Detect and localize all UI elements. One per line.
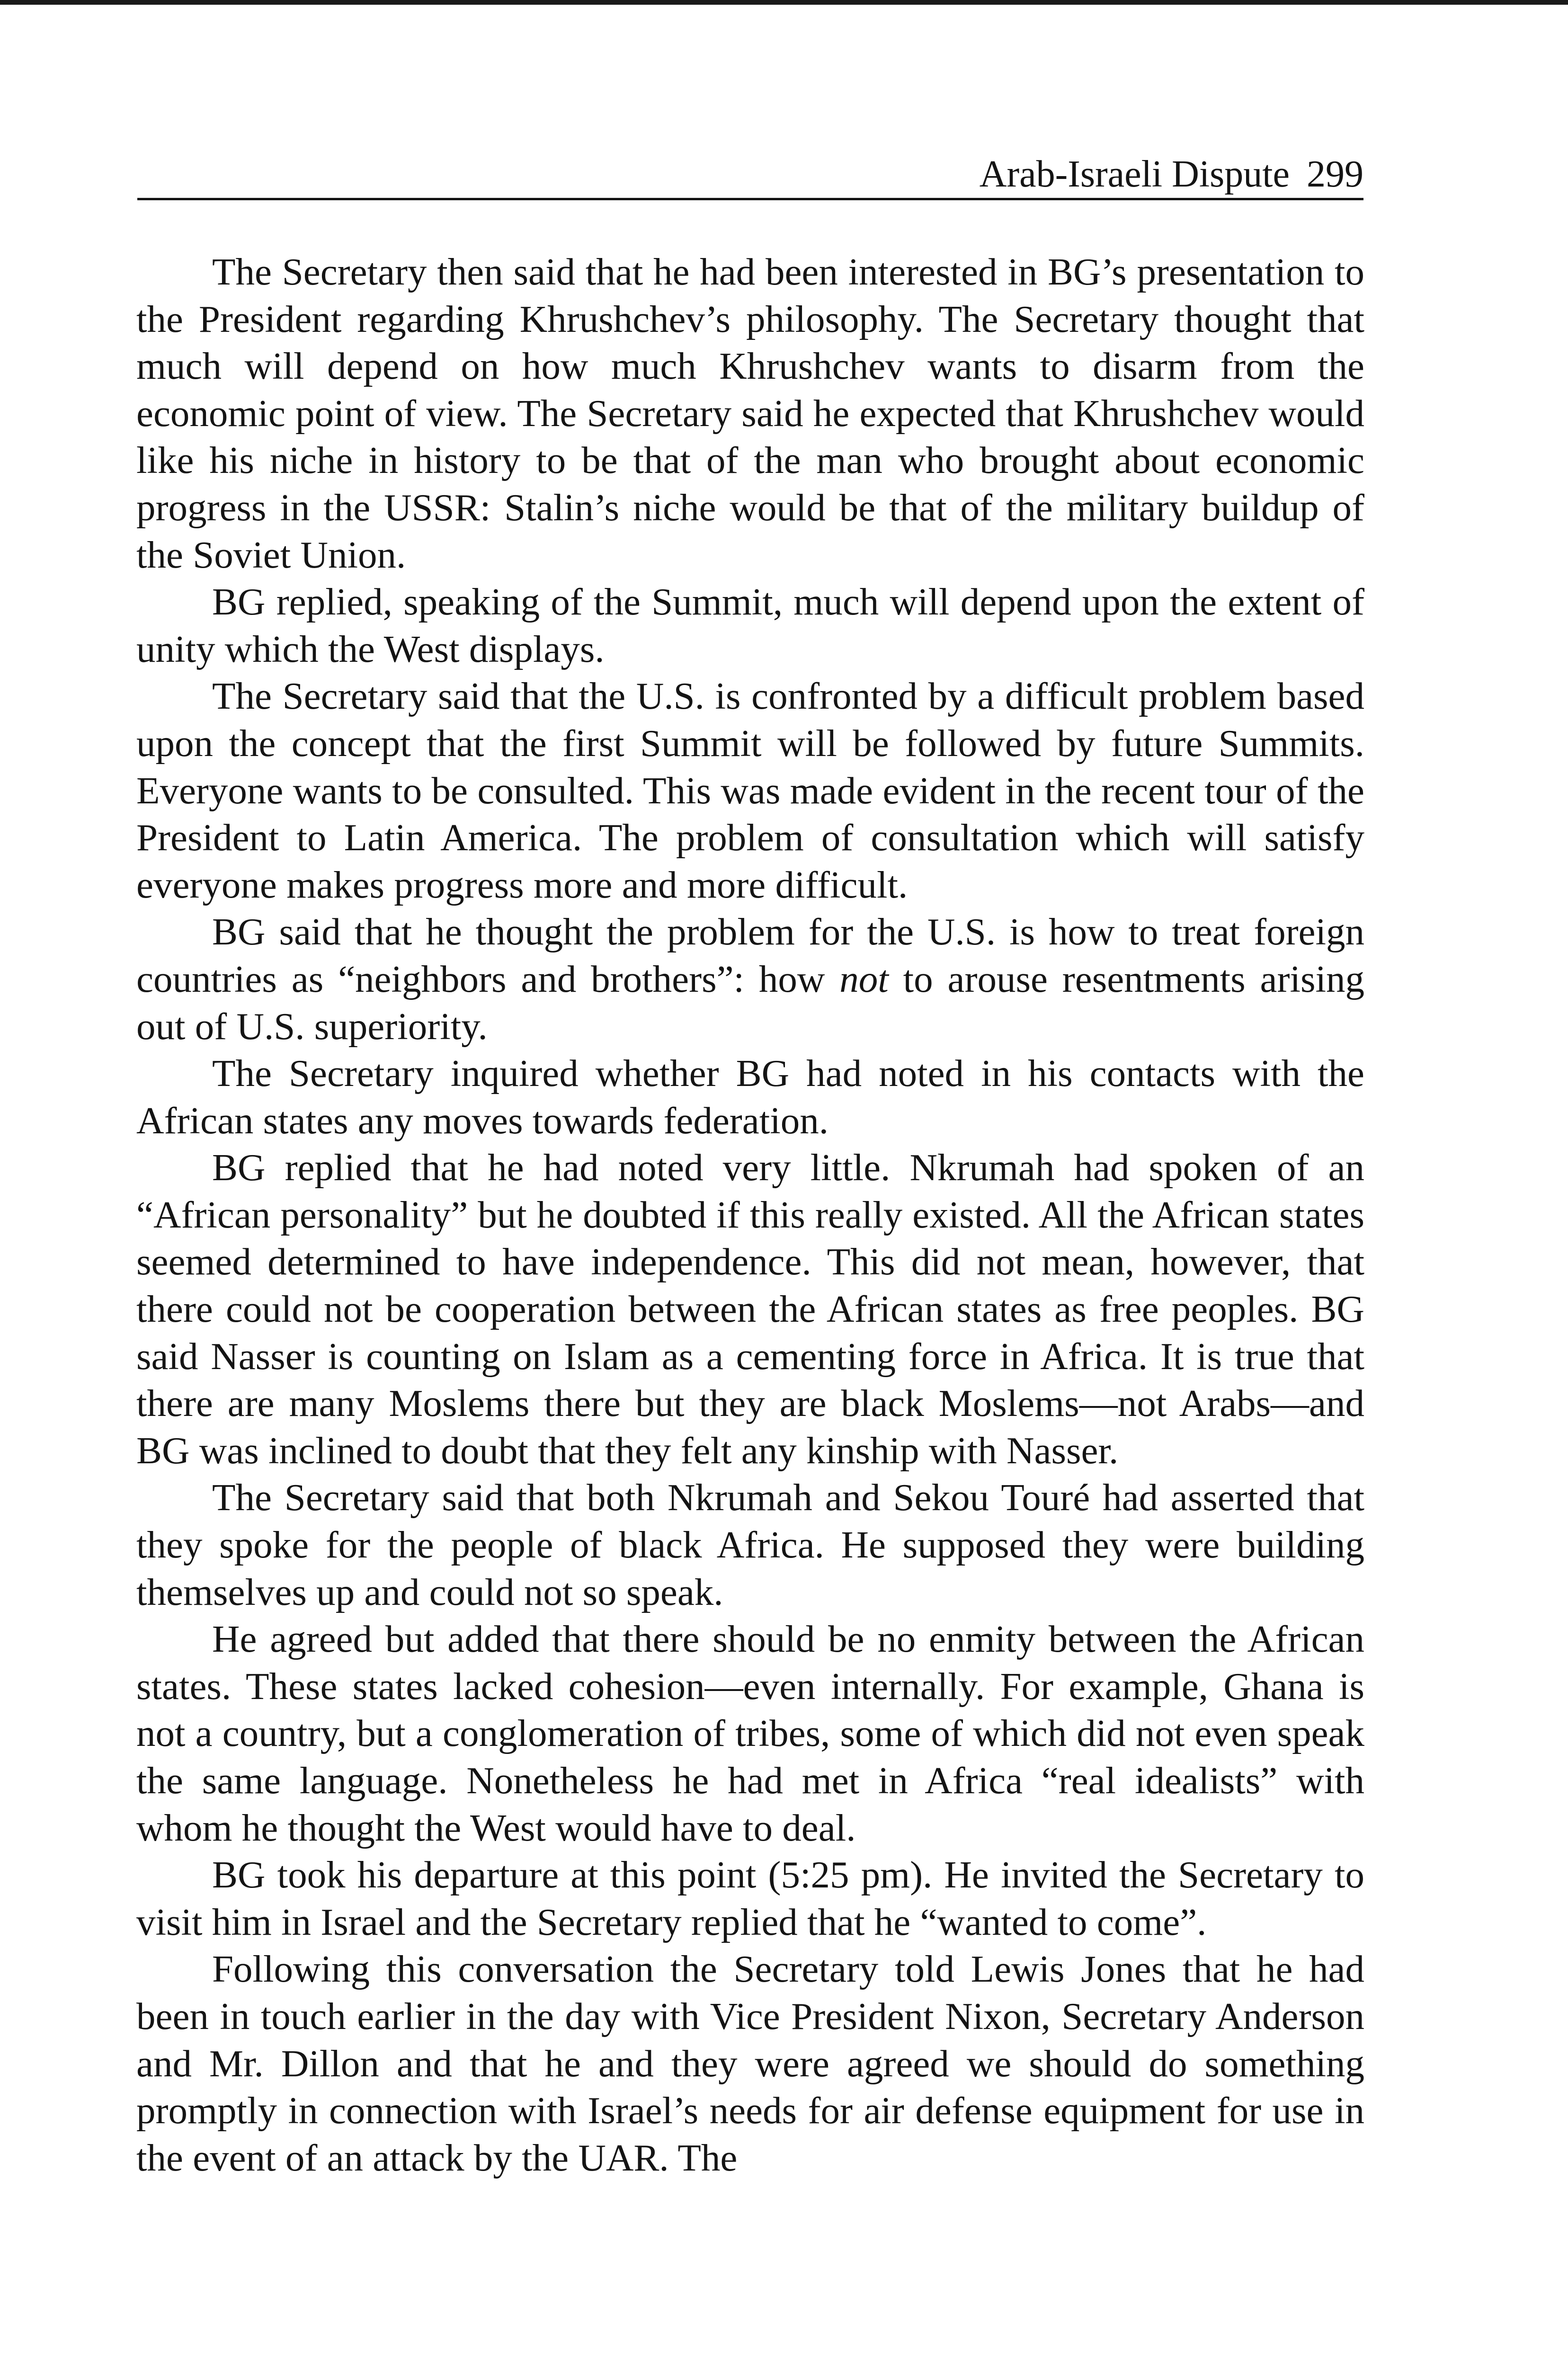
paragraph-7: The Secretary said that both Nkrumah and Sekou Touré had asserted that they spoke for the people of black Africa. He supposed they were building themselves up and could not so speak.	[136, 1476, 1364, 1613]
page-top-edge	[0, 0, 1568, 5]
running-head-title: Arab-Israeli Dispute	[979, 153, 1290, 195]
paragraph-4-text-after: to arouse resentments arising out of U.S. superiority.	[136, 957, 1364, 1048]
paragraph-8: He agreed but added that there should be no enmity between the African states. These states lacked cohesion—even internally. For example, Ghana is not a country, but a conglomeration of tribes, some of which did not even speak the same language. Nonetheless he had met in Africa “real idealists” with whom he thought the West would have to deal.	[136, 1618, 1364, 1849]
paragraph-4	[136, 908, 1364, 1050]
body-text	[136, 249, 1364, 2181]
paragraph-9: BG took his departure at this point (5:25 pm). He invited the Secretary to visit him in Israel and the Secretary replied that he “wanted to come”.	[136, 1853, 1364, 1943]
paragraph-2: BG replied, speaking of the Summit, much will depend upon the extent of unity which the West displays.	[136, 580, 1364, 670]
paragraph-3: The Secretary said that the U.S. is confronted by a difficult problem based upon the concept that the first Summit will be followed by future Summits. Everyone wants to be consulted. This was made evident in the recent tour of the President to Latin America. The problem of consultation which will satisfy everyone makes progress more and more difficult.	[136, 675, 1364, 906]
paragraph-4-text-before: BG said that he thought the problem for the U.S. is how to treat foreign countries as “neighbors and brothers”: how	[136, 910, 1364, 1000]
page-number: 299	[1307, 153, 1363, 195]
paragraph-6: BG replied that he had noted very little. Nkrumah had spoken of an “African personality” but he doubted if this really existed. All the African states seemed determined to have independence. This did not mean, however, that there could not be cooperation between the African states as free peoples. BG said Nasser is counting on Islam as a cementing force in Africa. It is true that there are many Moslems there but they are black Moslems—not Arabs—and BG was inclined to doubt that they felt any kinship with Nasser.	[136, 1146, 1364, 1472]
running-head	[137, 151, 1363, 200]
paragraph-10: Following this conversation the Secretary told Lewis Jones that he had been in touch earlier in the day with Vice President Nixon, Secretary Anderson and Mr. Dillon and that he and they were agreed we should do something promptly in connection with Israel’s needs for air defense equipment for use in the event of an attack by the UAR. The	[136, 1948, 1364, 2179]
paragraph-1: The Secretary then said that he had been interested in BG’s presentation to the President regarding Khrushchev’s philosophy. The Secretary thought that much will depend on how much Khrushchev wants to disarm from the economic point of view. The Secretary said he expected that Khrushchev would like his niche in history to be that of the man who brought about economic progress in the USSR: Stalin’s niche would be that of the military buildup of the Soviet Union.	[136, 250, 1364, 576]
paragraph-5: The Secretary inquired whether BG had noted in his contacts with the African states any moves towards federation.	[136, 1052, 1364, 1142]
paragraph-4-emphasis: not	[839, 957, 889, 1000]
